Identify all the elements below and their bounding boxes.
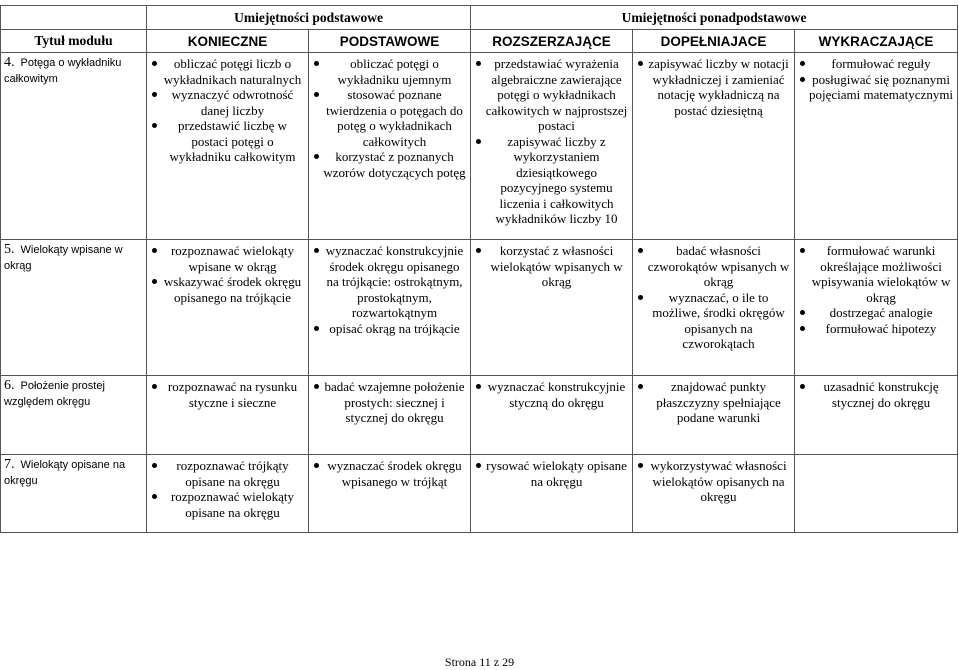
skill-list — [471, 240, 632, 293]
header-rozszerzajace: ROZSZERZAJĄCE — [471, 30, 633, 53]
skill-list — [309, 376, 470, 429]
skill-item: wyznaczać środek okręgu wpisanego w trójkąt — [323, 458, 466, 489]
skill-item: opisać okrąg na trójkącie — [323, 321, 466, 337]
skill-list — [309, 53, 470, 183]
table-row — [1, 240, 958, 376]
cell-dopelniajace — [633, 376, 795, 455]
skill-item: wyznaczyć odwrotność danej liczby — [161, 87, 304, 118]
cell-konieczne — [147, 53, 309, 240]
module-title: Wielokąty opisane na okręgu — [4, 459, 126, 487]
skill-item: uzasadnić konstrukcję stycznej do okręgu — [809, 379, 953, 410]
cell-konieczne — [147, 455, 309, 533]
header-empty-cell — [1, 6, 147, 30]
skill-item: wykorzystywać własności wielokątów opisanych na okręgu — [647, 458, 790, 505]
module-number: 7. — [4, 457, 15, 472]
skill-item: posługiwać się poznanymi pojęciami matematycznymi — [809, 71, 954, 102]
header-column-row — [1, 30, 958, 53]
header-podstawowe: PODSTAWOWE — [309, 30, 471, 53]
header-group-basic: Umiejętności podstawowe — [147, 6, 471, 30]
skill-list — [471, 376, 632, 413]
table-row — [1, 376, 958, 455]
skill-list — [147, 455, 308, 523]
cell-wykraczajace — [795, 53, 958, 240]
skill-list — [147, 240, 308, 308]
cell-dopelniajace — [633, 240, 795, 376]
header-dopelniajace: DOPEŁNIAJACE — [633, 30, 795, 53]
skill-item: rozpoznawać wielokąty wpisane w okrąg — [161, 243, 304, 274]
skill-list — [795, 376, 957, 413]
skill-item: rysować wielokąty opisane na okręgu — [486, 458, 627, 489]
skill-item: zapisywać liczby w notacji wykładniczej i zamieniać notację wykładniczą na postać dziesiętną — [648, 56, 789, 118]
skill-item: badać własności czworokątów wpisanych w okrąg — [647, 243, 790, 289]
page-footer: Strona 11 z 29 — [444, 655, 515, 669]
skill-item: badać wzajemne położenie prostych: siecznej i stycznej do okręgu — [324, 379, 465, 425]
header-group-row — [1, 6, 958, 30]
skill-list — [471, 53, 632, 230]
skill-item: znajdować punkty płaszczyzny spełniające podane warunki — [647, 379, 790, 426]
skill-list — [633, 240, 794, 355]
skill-item: obliczać potęgi liczb o wykładnikach naturalnych — [161, 56, 304, 87]
module-number: 5. — [4, 242, 15, 257]
module-title: Potęga o wykładniku całkowitym — [4, 57, 122, 85]
cell-dopelniajace — [633, 53, 795, 240]
skill-list — [633, 455, 794, 508]
skill-item: dostrzegać analogie — [809, 305, 953, 321]
table-row — [1, 53, 958, 240]
cell-rozszerzajace — [471, 240, 633, 376]
skill-item: rozpoznawać trójkąty opisane na okręgu — [161, 458, 304, 489]
skill-list — [795, 240, 957, 339]
cell-dopelniajace — [633, 455, 795, 533]
skill-list — [795, 53, 957, 106]
skill-item: wskazywać środek okręgu opisanego na trójkącie — [161, 274, 304, 305]
skill-item: przedstawić liczbę w postaci potęgi o wykładniku całkowitym — [161, 118, 304, 165]
header-group-advanced: Umiejętności ponadpodstawowe — [471, 6, 958, 30]
module-number: 4. — [4, 55, 15, 70]
skill-item: formułować hipotezy — [809, 321, 953, 337]
module-cell — [1, 455, 147, 533]
skill-list — [633, 376, 794, 429]
skill-item: formułować reguły — [809, 56, 953, 72]
skill-list — [795, 455, 957, 461]
cell-wykraczajace — [795, 455, 958, 533]
skill-item: formułować warunki określające możliwości wpisywania wielokątów w okrąg — [809, 243, 953, 305]
skill-list — [471, 455, 632, 492]
cell-wykraczajace — [795, 376, 958, 455]
cell-rozszerzajace — [471, 455, 633, 533]
table-row — [1, 455, 958, 533]
module-cell — [1, 53, 147, 240]
skill-list — [147, 53, 308, 168]
skill-list — [309, 240, 470, 339]
header-module-title: Tytuł modułu — [1, 30, 147, 53]
header-konieczne: KONIECZNE — [147, 30, 309, 53]
cell-podstawowe — [309, 240, 471, 376]
module-number: 6. — [4, 378, 15, 393]
competency-table — [0, 5, 958, 533]
skill-item: obliczać potęgi o wykładniku ujemnym — [323, 56, 466, 87]
skill-item: wyznaczać, o ile to możliwe, środki okręgów opisanych na czworokątach — [647, 290, 790, 352]
cell-rozszerzajace — [471, 53, 633, 240]
skill-item: zapisywać liczby z wykorzystaniem dziesiątkowego pozycyjnego systemu liczenia i całkowitych wykładników liczby 10 — [485, 134, 628, 227]
cell-podstawowe — [309, 53, 471, 240]
module-title: Położenie prostej względem okręgu — [4, 380, 105, 408]
skill-list — [309, 455, 470, 492]
cell-konieczne — [147, 240, 309, 376]
cell-konieczne — [147, 376, 309, 455]
skill-item: korzystać z własności wielokątów wpisanych w okrąg — [485, 243, 628, 290]
cell-podstawowe — [309, 376, 471, 455]
cell-rozszerzajace — [471, 376, 633, 455]
skill-item: przedstawiać wyrażenia algebraiczne zawierające potęgi o wykładnikach całkowitych w najprostszej postaci — [485, 56, 628, 133]
table-body — [1, 53, 958, 533]
module-cell — [1, 240, 147, 376]
skill-item: korzystać z poznanych wzorów dotyczących potęg — [323, 149, 466, 180]
skill-list — [147, 376, 308, 413]
cell-podstawowe — [309, 455, 471, 533]
module-title: Wielokąty wpisane w okrąg — [4, 244, 123, 272]
skill-item: wyznaczać konstrukcyjnie styczną do okręgu — [485, 379, 628, 410]
skill-item: rozpoznawać wielokąty opisane na okręgu — [161, 489, 304, 520]
header-wykraczajace: WYKRACZAJĄCE — [795, 30, 958, 53]
cell-wykraczajace — [795, 240, 958, 376]
module-cell — [1, 376, 147, 455]
skill-item: wyznaczać konstrukcyjnie środek okręgu opisanego na trójkącie: ostrokątnym, prostokątnym, rozwartokątnym — [323, 243, 466, 321]
skill-item: stosować poznane twierdzenia o potęgach do potęg o wykładnikach całkowitych — [323, 87, 466, 149]
skill-list — [633, 53, 794, 121]
skill-item: rozpoznawać na rysunku styczne i sieczne — [161, 379, 304, 410]
